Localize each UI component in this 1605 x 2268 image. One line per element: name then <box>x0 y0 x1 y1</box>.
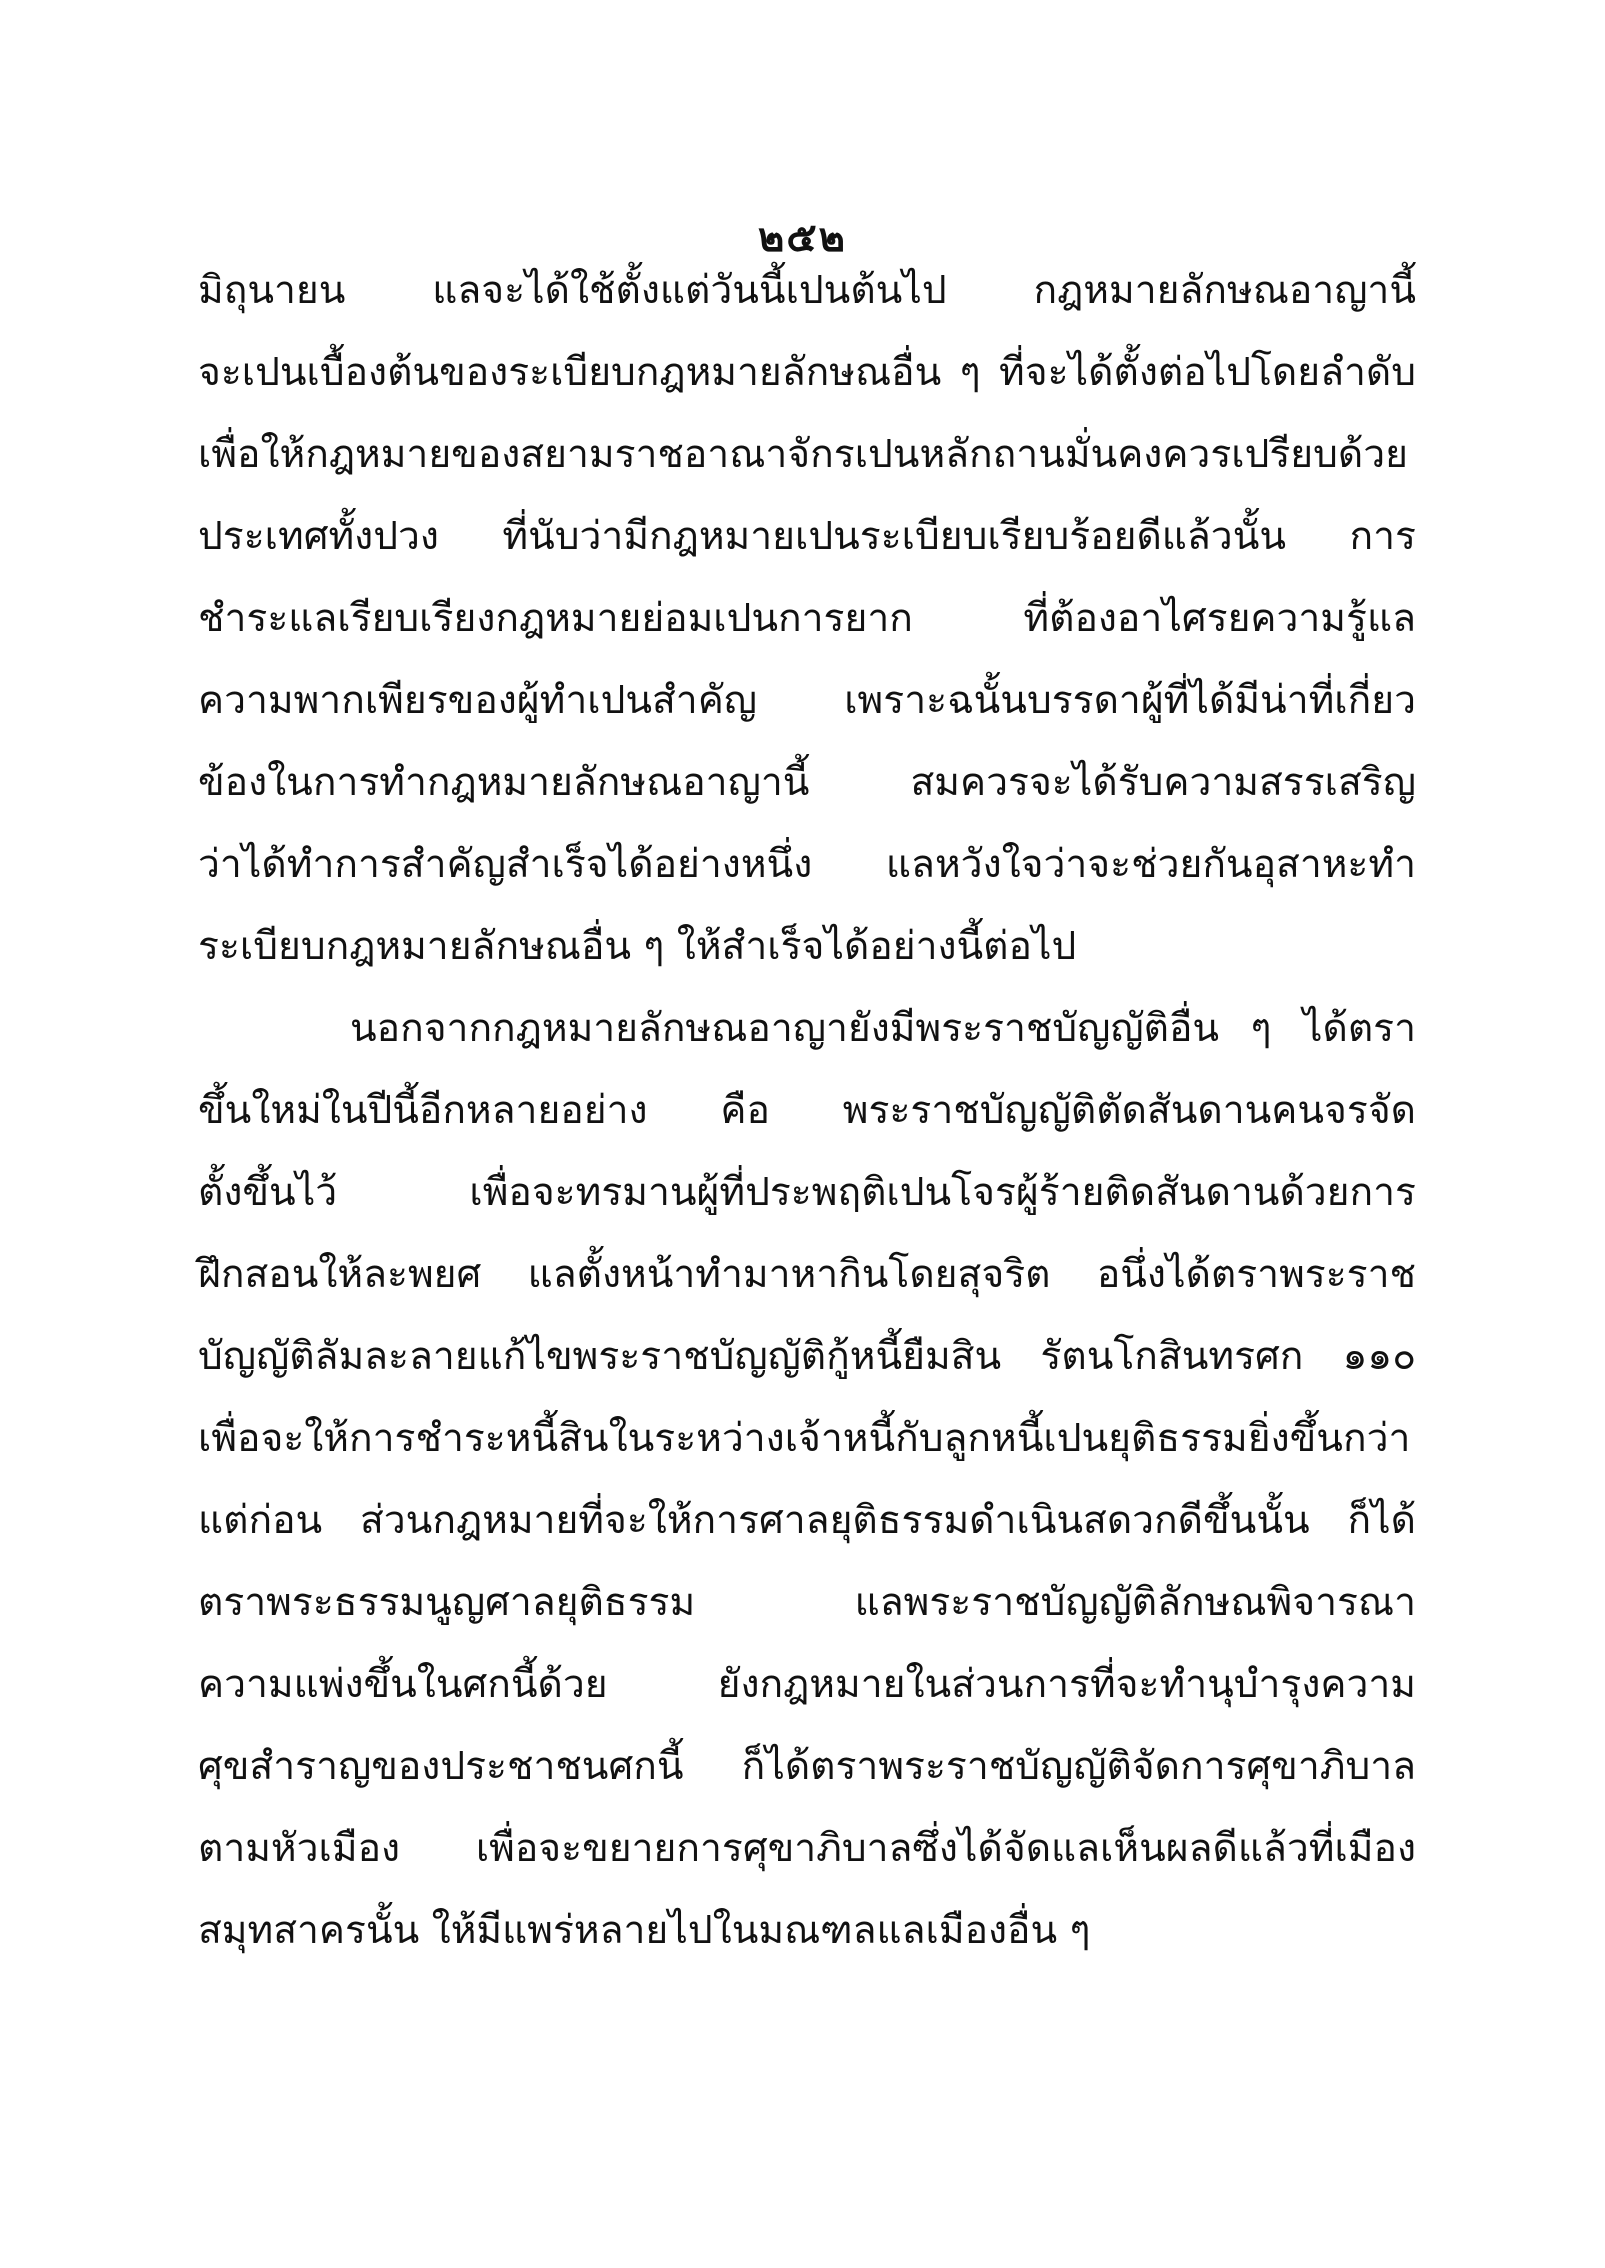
text-line-12: ตั้งขึ้นไว้ เพื่อจะทรมานผู้ที่ประพฤติเปนโจรผู้ร้ายติดสันดานด้วยการ <box>198 1170 1416 1215</box>
text-line-2: จะเปนเบื้องต้นของระเบียบกฎหมายลักษณอื่น ๆ ที่จะได้ตั้งต่อไปโดยลำดับ <box>198 350 1416 395</box>
text-line-17: ตราพระธรรมนูญศาลยุติธรรม แลพระราชบัญญัติลักษณพิจารณา <box>198 1580 1416 1625</box>
text-line-21: สมุทสาครนั้น ให้มีแพร่หลายไปในมณฑลแลเมืองอื่น ๆ <box>198 1908 1091 1953</box>
body-text <box>198 250 1416 1972</box>
text-line-3: เพื่อให้กฎหมายของสยามราชอาณาจักรเปนหลักถานมั่นคงควรเปรียบด้วย <box>198 432 1408 477</box>
text-line-13: ฝึกสอนให้ละพยศ แลตั้งหน้าทำมาหากินโดยสุจริต อนึ่งได้ตราพระราช <box>198 1252 1416 1297</box>
text-line-10: นอกจากกฎหมายลักษณอาญายังมีพระราชบัญญัติอื่น ๆ ได้ตรา <box>350 1006 1416 1051</box>
text-line-4: ประเทศทั้งปวง ที่นับว่ามีกฎหมายเปนระเบียบเรียบร้อยดีแล้วนั้น การ <box>198 514 1416 559</box>
text-line-11: ขึ้นใหม่ในปีนี้อีกหลายอย่าง คือ พระราชบัญญัติตัดสันดานคนจรจัด <box>198 1088 1416 1133</box>
text-line-1: มิถุนายน แลจะได้ใช้ตั้งแต่วันนี้เปนต้นไป กฎหมายลักษณอาญานี้ <box>198 268 1416 313</box>
text-line-19: ศุขสำราญของประชาชนศกนี้ ก็ได้ตราพระราชบัญญัติจัดการศุขาภิบาล <box>198 1744 1416 1789</box>
page-number: ๒๕๒ <box>757 214 847 261</box>
text-line-18: ความแพ่งขึ้นในศกนี้ด้วย ยังกฎหมายในส่วนการที่จะทำนุบำรุงความ <box>198 1662 1416 1707</box>
text-line-16: แต่ก่อน ส่วนกฎหมายที่จะให้การศาลยุติธรรมดำเนินสดวกดีขึ้นนั้น ก็ได้ <box>198 1498 1416 1543</box>
text-line-9: ระเบียบกฎหมายลักษณอื่น ๆ ให้สำเร็จได้อย่างนี้ต่อไป <box>198 924 1077 969</box>
text-line-7: ข้องในการทำกฎหมายลักษณอาญานี้ สมควรจะได้รับความสรรเสริญ <box>198 760 1416 805</box>
text-line-15: เพื่อจะให้การชำระหนี้สินในระหว่างเจ้าหนี้กับลูกหนี้เปนยุติธรรมยิ่งขึ้นกว่า <box>198 1416 1411 1461</box>
text-line-20: ตามหัวเมือง เพื่อจะขยายการศุขาภิบาลซึ่งได้จัดแลเห็นผลดีแล้วที่เมือง <box>198 1826 1416 1871</box>
text-line-8: ว่าได้ทำการสำคัญสำเร็จได้อย่างหนึ่ง แลหวังใจว่าจะช่วยกันอุสาหะทำ <box>198 842 1416 887</box>
text-line-5: ชำระแลเรียบเรียงกฎหมายย่อมเปนการยาก ที่ต้องอาไศรยความรู้แล <box>198 596 1416 641</box>
text-line-14: บัญญัติลัมละลายแก้ไขพระราชบัญญัติกู้หนี้ยืมสิน รัตนโกสินทรศก ๑๑๐ <box>198 1334 1416 1379</box>
text-line-6: ความพากเพียรของผู้ทำเปนสำคัญ เพราะฉนั้นบรรดาผู้ที่ได้มีน่าที่เกี่ยว <box>198 678 1416 723</box>
